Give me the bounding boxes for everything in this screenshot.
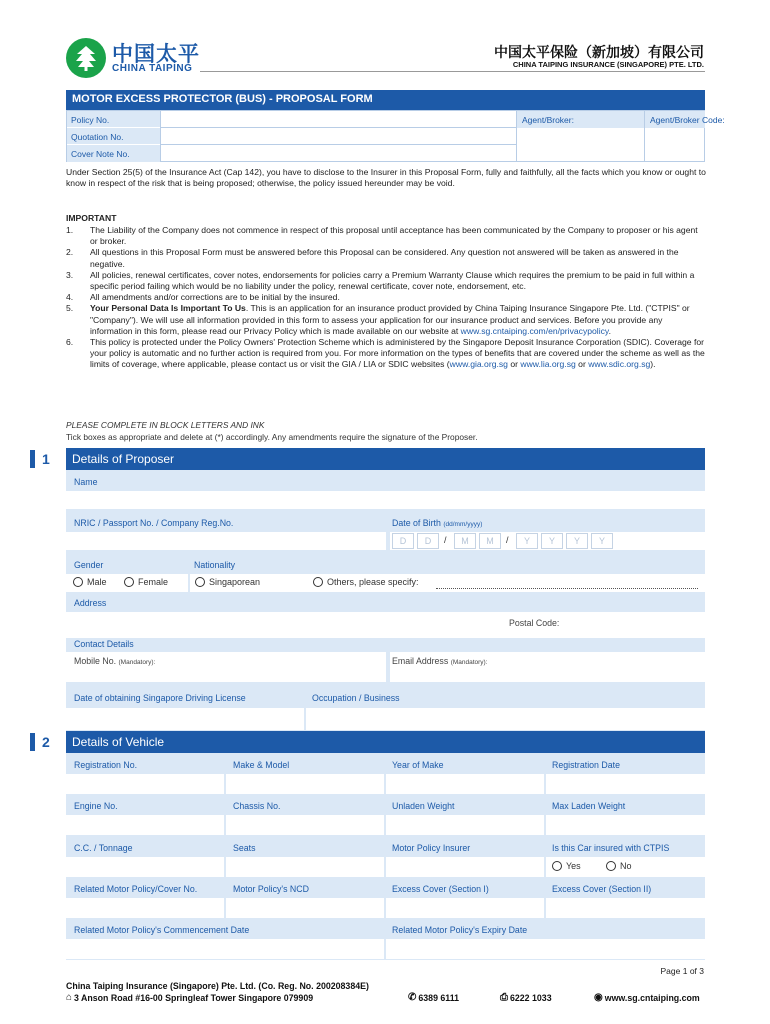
- cover-note-no-label: Cover Note No.: [67, 145, 160, 162]
- quotation-no-label: Quotation No.: [67, 128, 160, 145]
- name-field[interactable]: [66, 491, 705, 509]
- excess-cover-section-1-field[interactable]: [386, 898, 544, 918]
- commencement-date-field[interactable]: [66, 939, 384, 959]
- motor-policy-ncd-field[interactable]: [226, 898, 384, 918]
- footer-fax: ⎙ 6222 1033: [500, 992, 552, 1003]
- dob-day-2[interactable]: D: [417, 533, 439, 549]
- expiry-date-label: Related Motor Policy's Expiry Date: [392, 925, 528, 935]
- block-letters-note: PLEASE COMPLETE IN BLOCK LETTERS AND INK: [66, 420, 265, 430]
- proposer-panel: Name NRIC / Passport No. / Company Reg.No. Date of Birth (dd/mm/yyyy) D D / M M / Y Y Y Y Gender Nationality Male Female Singaporean Others, please specify: Address Postal Code: Contact Details Mobile No. (Mandatory): Email Address (Mandatory): Date of obtaining Singapore Driving License Occupation / Business: [66, 470, 705, 732]
- section-marker: [30, 733, 35, 751]
- chassis-no-field[interactable]: [226, 815, 384, 835]
- dob-month-1[interactable]: M: [454, 533, 476, 549]
- unladen-weight-field[interactable]: [386, 815, 544, 835]
- company-name-chinese: 中国太平保险（新加坡）有限公司: [494, 44, 704, 60]
- nric-label: NRIC / Passport No. / Company Reg.No.: [74, 518, 234, 528]
- footer-website[interactable]: ◉ www.sg.cntaiping.com: [594, 992, 700, 1003]
- motor-policy-insurer-field[interactable]: [386, 857, 544, 877]
- year-of-make-label: Year of Make: [392, 760, 444, 770]
- form-title: MOTOR EXCESS PROTECTOR (BUS) - PROPOSAL FORM: [66, 90, 705, 110]
- motor-policy-insurer-label: Motor Policy Insurer: [392, 843, 471, 853]
- home-icon: ⌂: [66, 992, 73, 1003]
- dob-month-2[interactable]: M: [479, 533, 501, 549]
- important-heading: IMPORTANT: [66, 213, 117, 223]
- dob-year-3[interactable]: Y: [566, 533, 588, 549]
- list-item: 6. This policy is protected under the Policy Owners' Protection Scheme which is administered by the Singapore Deposit Insurance Corporation (SDIC). Coverage for your policy is automatic and no further action is required from you. For more information on the types of benefits that are covered under the scheme as well as the limits of coverage, where applicable, please contact us or visit the GIA / LIA or SDIC websites (www.gia.org.sg or www.lia.org.sg or www.sdic.org.sg).: [66, 337, 705, 370]
- nationality-label: Nationality: [194, 560, 236, 570]
- commencement-date-label: Related Motor Policy's Commencement Date: [74, 925, 250, 935]
- make-model-label: Make & Model: [233, 760, 290, 770]
- gia-link[interactable]: www.gia.org.sg: [449, 359, 508, 370]
- gender-label: Gender: [74, 560, 104, 570]
- registration-date-field[interactable]: [546, 774, 705, 794]
- mobile-label: Mobile No. (Mandatory):: [74, 656, 156, 666]
- insured-with-ctpis-label: Is this Car insured with CTPIS: [552, 843, 670, 853]
- list-item: 2. All questions in this Proposal Form must be answered before this Proposal can be considered. Any question not answered will be taken as answered in the negative.: [66, 247, 679, 269]
- reference-table: [66, 110, 725, 162]
- email-label: Email Address (Mandatory):: [392, 656, 488, 666]
- logo-english-name: CHINA TAIPING: [112, 63, 193, 74]
- phone-icon: ✆: [408, 992, 417, 1003]
- related-policy-no-field[interactable]: [66, 898, 224, 918]
- nationality-singaporean-radio[interactable]: Singaporean: [195, 577, 260, 587]
- engine-no-label: Engine No.: [74, 801, 118, 811]
- dob-year-1[interactable]: Y: [516, 533, 538, 549]
- section-1-title: Details of Proposer: [66, 448, 705, 470]
- company-name-english: CHINA TAIPING INSURANCE (SINGAPORE) PTE. LTD.: [512, 60, 704, 69]
- section-2-title: Details of Vehicle: [66, 731, 705, 753]
- section-marker: [30, 450, 35, 468]
- excess-cover-section-2-field[interactable]: [546, 898, 705, 918]
- important-list: [66, 225, 706, 371]
- list-item: 4. All amendments and/or corrections are to be initial by the insured.: [66, 292, 340, 303]
- seats-field[interactable]: [226, 857, 384, 877]
- ctpis-yes-radio[interactable]: Yes: [552, 861, 581, 871]
- cc-tonnage-field[interactable]: [66, 857, 224, 877]
- unladen-weight-label: Unladen Weight: [392, 801, 455, 811]
- agent-broker-label: Agent/Broker:: [516, 111, 644, 128]
- section-2-number: 2: [42, 734, 50, 750]
- list-item: 5. Your Personal Data Is Important To Us. This is an application for an insurance product provided by China Taiping Insurance Singapore Pte. Ltd. ("CTPIS" or "Company"). We will use all information provided in this form to assess your application for our insurance product and services. Before you provide any information in this form, please read our Privacy Policy which is made available on our website at www.sg.cntaiping.com/en/privacypolicy.: [66, 303, 690, 336]
- expiry-date-field[interactable]: [386, 939, 705, 959]
- nationality-field: [190, 574, 705, 592]
- excess-cover-section-2-label: Excess Cover (Section II): [552, 884, 652, 894]
- address-label: Address: [74, 598, 107, 608]
- globe-icon: ◉: [594, 992, 603, 1003]
- list-item: 1. The Liability of the Company does not commence in respect of this proposal until acceptance has been communicated by the Company to proposer or his agent or broker.: [66, 225, 698, 247]
- header-divider: [200, 71, 705, 72]
- cover-note-no-field[interactable]: [160, 145, 516, 162]
- occupation-label: Occupation / Business: [312, 693, 400, 703]
- gender-female-radio[interactable]: Female: [124, 577, 168, 587]
- gender-male-radio[interactable]: Male: [73, 577, 107, 587]
- excess-cover-section-1-label: Excess Cover (Section I): [392, 884, 489, 894]
- dob-label: Date of Birth (dd/mm/yyyy): [392, 518, 483, 528]
- name-label: Name: [74, 477, 98, 487]
- license-date-field[interactable]: [66, 708, 304, 730]
- tick-boxes-note: Tick boxes as appropriate and delete at (*) accordingly. Any amendments require the signature of the Proposer.: [66, 432, 478, 442]
- engine-no-field[interactable]: [66, 815, 224, 835]
- list-item: 3. All policies, renewal certificates, cover notes, endorsements for policies carry a Premium Warranty Clause which requires the premium to be paid in full within a specific period failing which would be no liability under the policy, renewal certificate, cover note, endorsement, etc.: [66, 269, 695, 292]
- max-laden-weight-field[interactable]: [546, 815, 705, 835]
- cc-tonnage-label: C.C. / Tonnage: [74, 843, 133, 853]
- chassis-no-label: Chassis No.: [233, 801, 281, 811]
- footer-phone: ✆ 6389 6111: [408, 992, 460, 1003]
- vehicle-panel: [66, 753, 705, 960]
- quotation-no-field[interactable]: [160, 128, 516, 145]
- related-policy-no-label: Related Motor Policy/Cover No.: [74, 884, 198, 894]
- registration-no-field[interactable]: [66, 774, 224, 794]
- nationality-specify-input[interactable]: [436, 588, 698, 589]
- intro-paragraph: Under Section 25(5) of the Insurance Act (Cap 142), you have to disclose to the Insurer in this Proposal Form, fully and faithfully, all the facts which you know or ought to know in respect of the risk that is being proposed; otherwise, the policy issued hereunder may be void.: [66, 167, 706, 189]
- nric-field[interactable]: [66, 532, 386, 550]
- agent-broker-code-label: Agent/Broker Code:: [644, 111, 705, 128]
- privacy-policy-link[interactable]: www.sg.cntaiping.com/en/privacypolicy: [460, 325, 609, 336]
- motor-policy-ncd-label: Motor Policy's NCD: [233, 884, 309, 894]
- contact-details-label: Contact Details: [74, 639, 134, 649]
- footer-address: ⌂ 3 Anson Road #16-00 Springleaf Tower Singapore 079909: [66, 992, 314, 1003]
- sdic-link[interactable]: www.sdic.org.sg: [588, 359, 651, 370]
- max-laden-weight-label: Max Laden Weight: [552, 801, 626, 811]
- section-1-number: 1: [42, 451, 50, 467]
- logo-chinese-name: 中国太平: [112, 43, 200, 66]
- policy-no-field[interactable]: [160, 111, 516, 128]
- lia-link[interactable]: www.lia.org.sg: [520, 359, 576, 370]
- agent-broker-field[interactable]: [516, 128, 644, 162]
- occupation-field[interactable]: [306, 708, 705, 730]
- seats-label: Seats: [233, 843, 256, 853]
- dob-day-1[interactable]: D: [392, 533, 414, 549]
- ctpis-no-radio[interactable]: No: [606, 861, 632, 871]
- license-date-label: Date of obtaining Singapore Driving License: [74, 693, 246, 703]
- agent-broker-code-field[interactable]: [644, 128, 705, 162]
- fax-icon: ⎙: [500, 992, 508, 1003]
- company-logo-icon: [66, 38, 106, 78]
- make-model-field[interactable]: [226, 774, 384, 794]
- registration-date-label: Registration Date: [552, 760, 620, 770]
- policy-no-label: Policy No.: [67, 111, 160, 128]
- pine-tree-icon: [71, 43, 101, 73]
- registration-no-label: Registration No.: [74, 760, 138, 770]
- address-field[interactable]: [66, 612, 705, 638]
- page-number: Page 1 of 3: [660, 966, 704, 976]
- nationality-others-radio[interactable]: Others, please specify:: [313, 577, 419, 587]
- dob-year-2[interactable]: Y: [541, 533, 563, 549]
- footer-company: China Taiping Insurance (Singapore) Pte. Ltd. (Co. Reg. No. 200208384E): [66, 981, 369, 991]
- year-of-make-field[interactable]: [386, 774, 544, 794]
- postal-code-label: Postal Code:: [509, 618, 560, 628]
- dob-year-4[interactable]: Y: [591, 533, 613, 549]
